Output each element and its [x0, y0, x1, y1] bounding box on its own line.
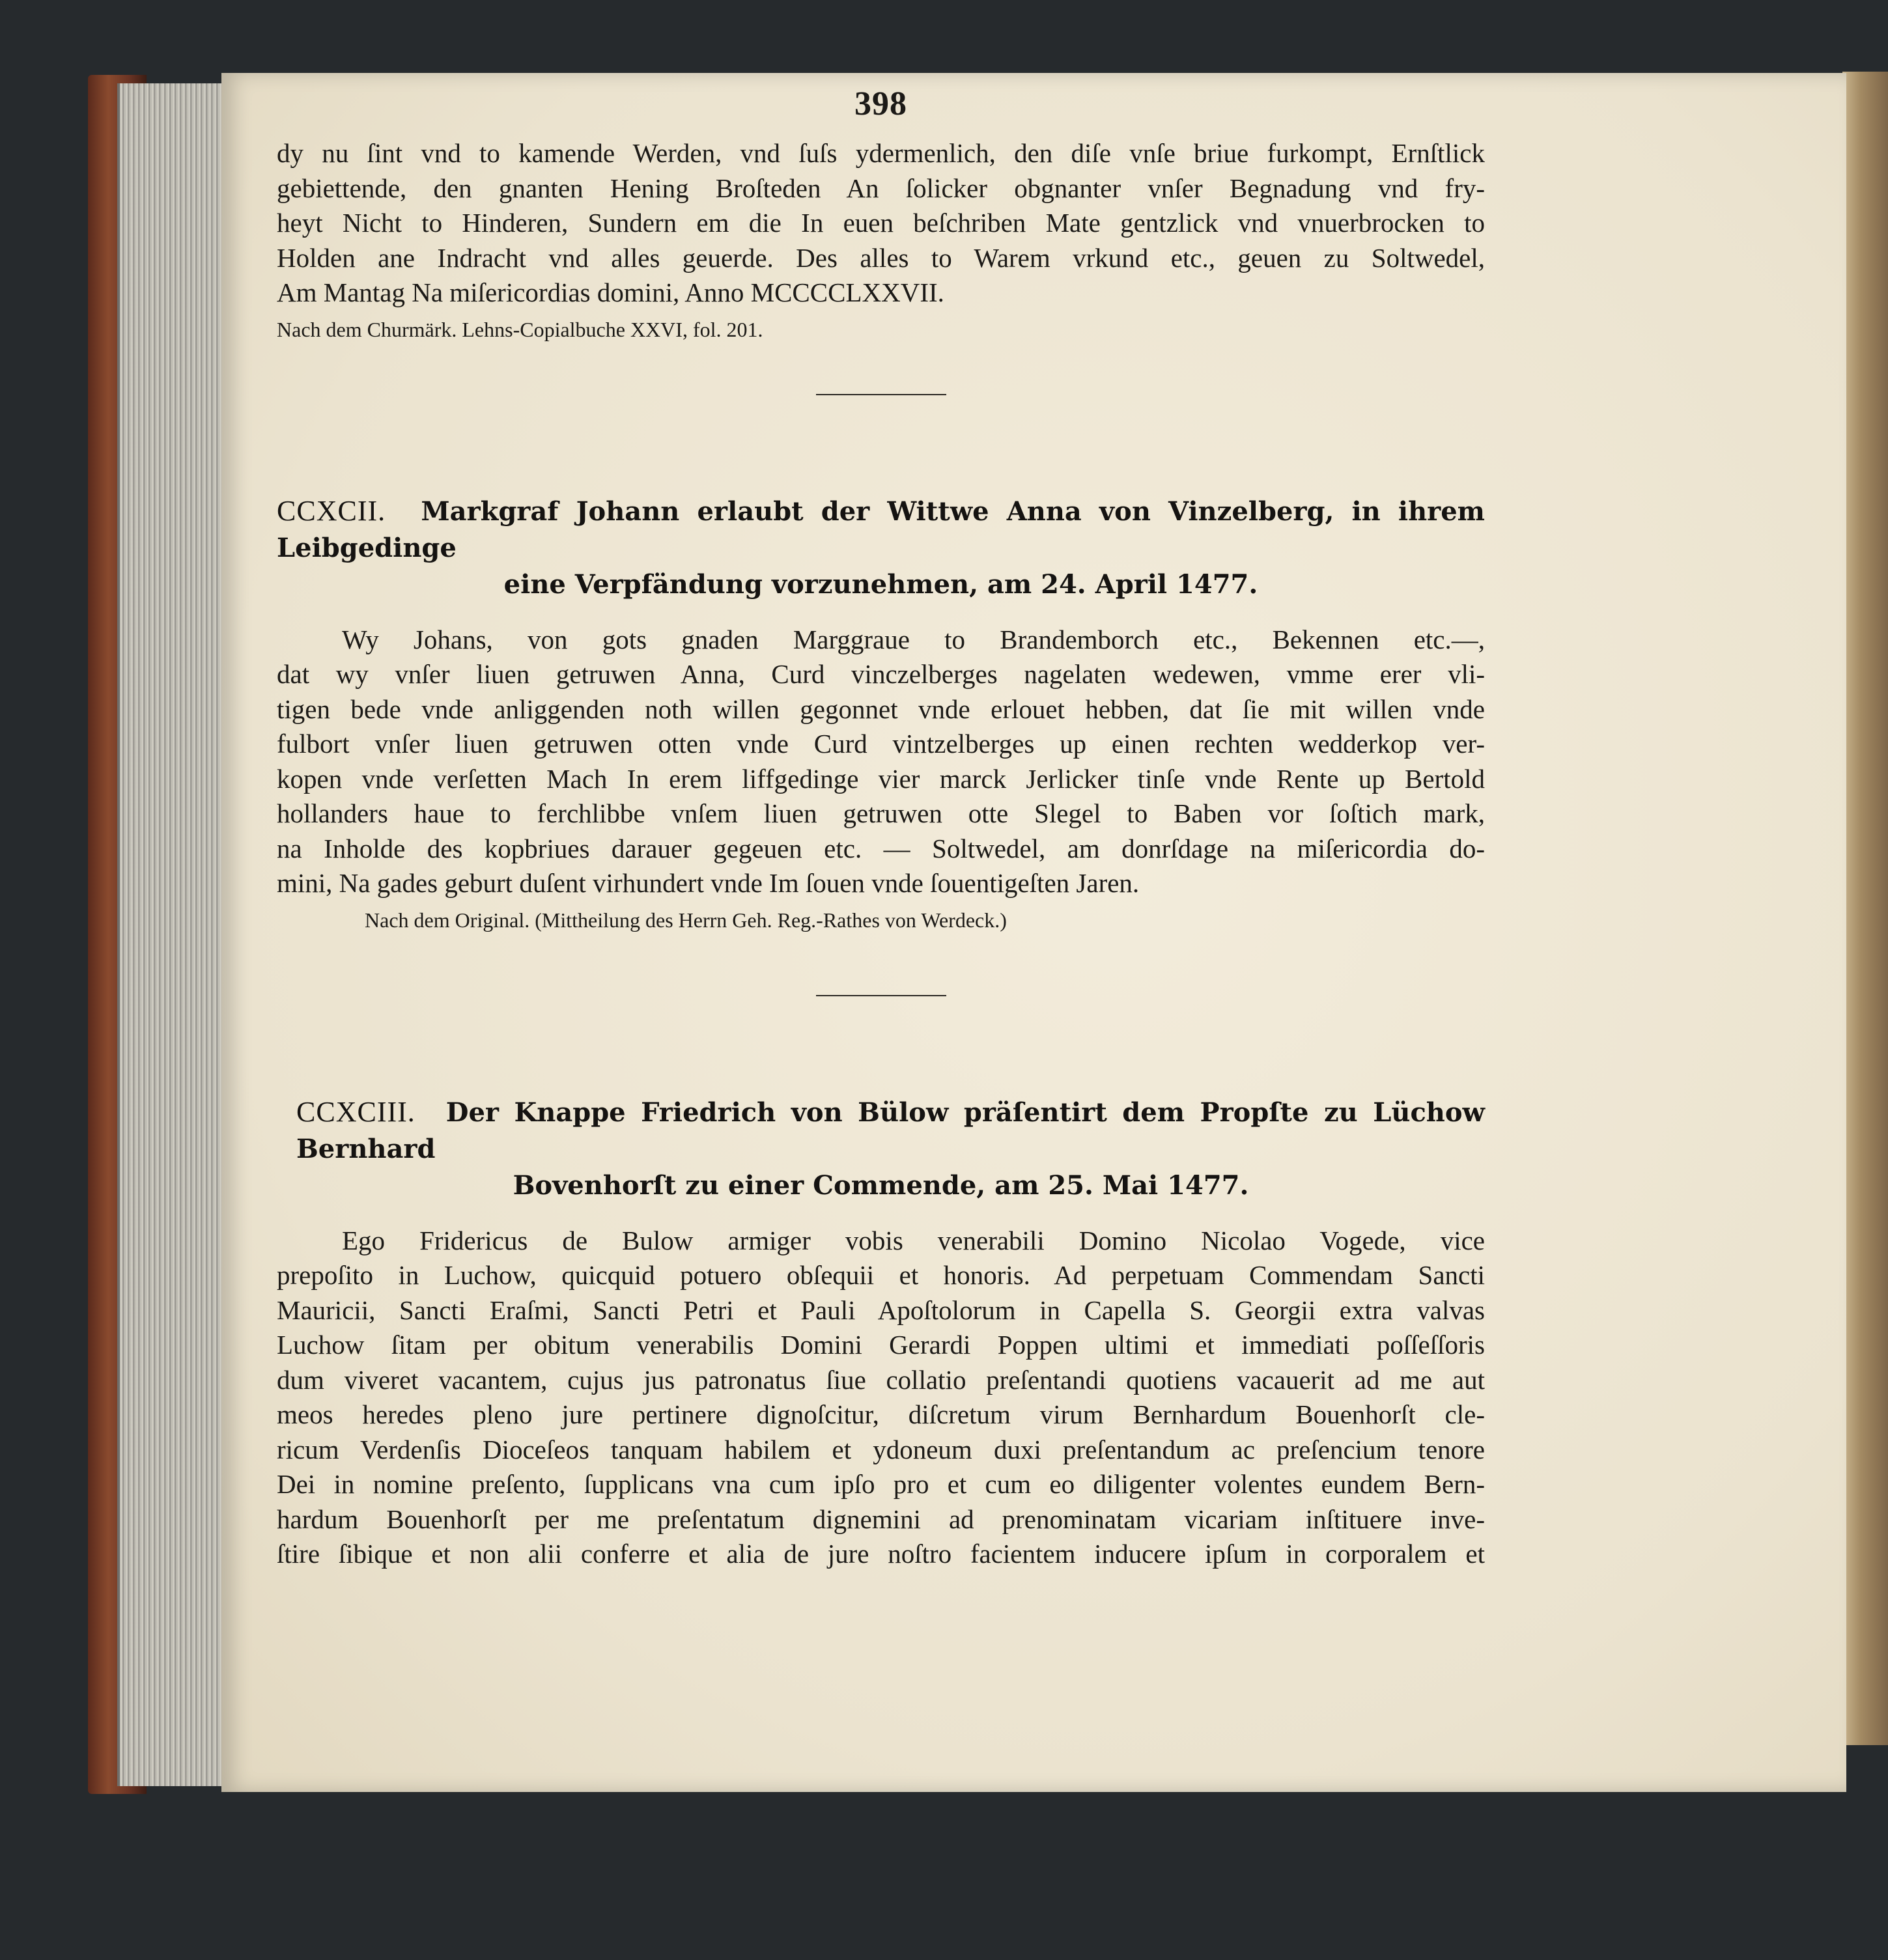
text-line: hollanders haue to ferchlibbe vnſem liuen getruwen otte Slegel to Baben vor ſoſtich mark, [277, 798, 1485, 828]
book-cover-right [1842, 72, 1888, 1745]
document-body-ccxciii [277, 1224, 1485, 1572]
text-line: tigen bede vnde anliggenden noth willen gegonnet vnde erlouet hebben, dat ſie mit willen vnde [277, 693, 1485, 724]
page-text-block [277, 85, 1485, 1572]
text-line: hardum Bouenhorſt per me preſentatum dignemini ad prenominatam vicariam inſtituere inve- [277, 1504, 1485, 1534]
source-note: Nach dem Original. (Mittheilung des Herrn Geh. Reg.-Rathes von Werdeck.) [365, 908, 1007, 932]
text-line: heyt Nicht to Hinderen, Sundern em die In euen beſchriben Mate gentzlick vnd vnuerbrocken to [277, 208, 1485, 238]
document-title-line: Bovenhorſt zu einer Commende, am 25. Mai 1477. [513, 1169, 1249, 1201]
document-heading-ccxciii [277, 1094, 1485, 1204]
text-line: ricum Verdenſis Dioceſeos tanquam habilem et ydoneum duxi preſentandum ac preſencium tenore [277, 1434, 1485, 1464]
document-body-ccxcii [277, 623, 1485, 901]
text-line: Holden ane Indracht vnd alles geuerde. Des alles to Warem vrkund etc., geuen zu Soltwedel, [277, 242, 1485, 273]
text-line: dy nu ſint vnd to kamende Werden, vnd ſuſs ydermenlich, den diſe vnſe briue furkompt, Ernſtlick [277, 138, 1485, 168]
document-heading-ccxcii [277, 493, 1485, 603]
text-line: prepoſito in Luchow, quicquid potuero obſequii et honoris. Ad perpetuam Commendam Sancti [277, 1260, 1485, 1290]
document-title-line: Markgraf Johann erlaubt der Wittwe Anna von Vinzelberg, in ihrem Leibgedinge [277, 496, 1485, 563]
text-line: Ego Fridericus de Bulow armiger vobis venerabili Domino Nicolao Vogede, vice [342, 1225, 1485, 1255]
text-line: dum viveret vacantem, cujus jus patronatus ſiue collatio preſentandi quotiens vacauerit ad me aut [277, 1364, 1485, 1395]
text-line: Mauricii, Sancti Eraſmi, Sancti Petri et Pauli Apoſtolorum in Capella S. Georgii extra valvas [277, 1295, 1485, 1325]
document-number: CCXCIII. [296, 1095, 416, 1128]
text-line: Wy Johans, von gots gnaden Marggraue to Brandemborch etc., Bekennen etc.—, [342, 624, 1485, 654]
text-line: Dei in nomine preſento, ſupplicans vna cum ipſo pro et cum eo diligenter volentes eundem Bern- [277, 1469, 1485, 1499]
text-line: meos heredes pleno jure pertinere dignoſcitur, diſcretum virum Bernhardum Bouenhorſt cle- [277, 1399, 1485, 1429]
document-title-line: eine Verpfändung vorzunehmen, am 24. April 1477. [503, 568, 1258, 600]
text-line: kopen vnde verſetten Mach In erem liffgedinge vier marck Jerlicker tinſe vnde Rente up Bertold [277, 763, 1485, 794]
text-line: dat wy vnſer liuen getruwen Anna, Curd vinczelberges nagelaten wedewen, vmme erer vli- [277, 659, 1485, 689]
source-note: Nach dem Churmärk. Lehns-Copialbuche XXVI, fol. 201. [277, 317, 763, 341]
text-line: na Inholde des kopbriues darauer gegeuen etc. — Soltwedel, am donrſdage na miſericordia do- [277, 833, 1485, 863]
text-line: fulbort vnſer liuen getruwen otten vnde Curd vintzelberges up einen rechten wedderkop ver- [277, 729, 1485, 759]
top-fragment-paragraph [277, 136, 1485, 311]
text-line: gebiettende, den gnanten Hening Broſteden An ſolicker obgnanter vnſer Begnadung vnd fry- [277, 173, 1485, 203]
text-line: Luchow ſitam per obitum venerabilis Domini Gerardi Poppen ultimi et immediati poſſeſſoris [277, 1330, 1485, 1360]
document-number: CCXCII. [277, 494, 386, 527]
text-line: ſtire ſibique et non alii conferre et alia de jure noſtro facientem inducere ipſum in corporalem et [277, 1539, 1485, 1569]
document-title-line: Der Knappe Friedrich von Bülow präſentirt dem Propſte zu Lüchow Bernhard [296, 1097, 1485, 1164]
text-line: mini, Na gades geburt duſent virhundert vnde Im ſouen vnde ſouentigeſten Jaren. [277, 868, 1140, 898]
page-edges [117, 83, 231, 1786]
page-number: 398 [854, 85, 907, 122]
text-line: Am Mantag Na miſericordias domini, Anno MCCCCLXXVII. [277, 277, 944, 307]
